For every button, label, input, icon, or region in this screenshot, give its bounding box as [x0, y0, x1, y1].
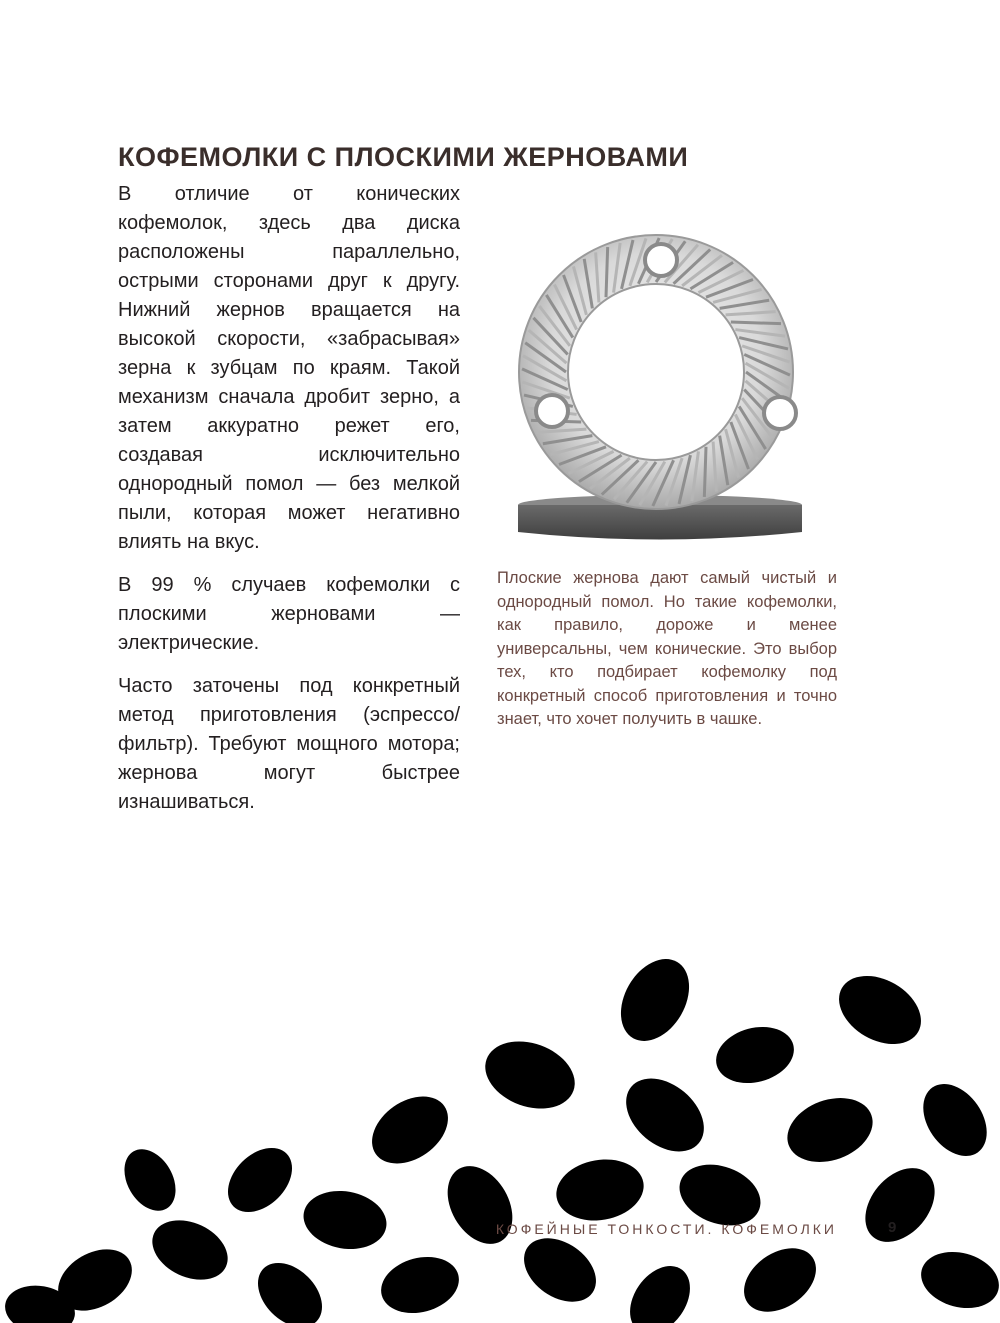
flat-burr-illustration [510, 222, 810, 552]
coffee-bean [851, 1155, 948, 1256]
burr-tooth [606, 247, 608, 297]
paragraph-specialization: Часто заточены под конкретный метод приготовления (эспрессо/фильтр). Требуют мощного мотора; жернова могут быстрее изнашиваться. [118, 675, 460, 813]
coffee-bean [607, 947, 703, 1053]
mounting-hole-right [764, 397, 796, 429]
coffee-bean [216, 1136, 305, 1225]
coffee-bean [143, 1209, 238, 1291]
coffee-bean [512, 1225, 608, 1315]
mounting-hole-top [645, 244, 677, 276]
body-text [118, 180, 460, 831]
coffee-beans-illustration [0, 940, 1000, 1323]
coffee-bean [299, 1185, 391, 1256]
page-heading: КОФЕМОЛКИ С ПЛОСКИМИ ЖЕРНОВАМИ [118, 142, 689, 172]
coffee-bean [732, 1235, 828, 1323]
coffee-bean [246, 1251, 335, 1323]
coffee-bean [778, 1087, 881, 1173]
coffee-bean [114, 1140, 186, 1220]
burr-base-side [518, 505, 802, 540]
burr-tooth [731, 322, 781, 324]
coffee-bean [618, 1255, 703, 1323]
coffee-bean [612, 1064, 718, 1167]
page-number: 9 [888, 1219, 897, 1236]
coffee-bean [910, 1072, 1000, 1168]
paragraph-mechanism: В отличие от конических кофемолок, здесь два диска расположены параллельно, острыми сторонами друг к другу. Нижний жернов вращается на высокой скорости, «забрасывая» зерна к зубцам по краям. Такой механизм сначала дробит зерно, а затем аккуратно режет его, создавая исключительно однородный помол — без мелкой пыли, которая может негативно влиять на вкус. [118, 183, 460, 553]
coffee-bean [359, 1083, 460, 1178]
image-caption: Плоские жернова дают самый чистый и однородный помол. Но такие кофемолки, как правило, дороже и менее универсальны, чем конические. Это выбор тех, кто подбирает кофемолку под конкретный способ приготовления и точно знает, что хочет получить в чашке. [497, 569, 837, 728]
mounting-hole-left [536, 395, 568, 427]
running-footer-title: КОФЕЙНЫЕ ТОНКОСТИ. КОФЕМОЛКИ [495, 1221, 837, 1237]
paragraph-electric: В 99 % случаев кофемолки с плоскими жерновами — электрические. [118, 574, 460, 654]
coffee-bean [710, 1019, 800, 1092]
burr-center-hole [568, 284, 744, 460]
coffee-bean [476, 1030, 584, 1121]
coffee-bean [915, 1244, 1000, 1317]
coffee-bean [375, 1249, 465, 1322]
coffee-bean [434, 1155, 525, 1256]
burr-tooth [704, 447, 706, 497]
coffee-bean [551, 1153, 648, 1227]
coffee-bean [827, 962, 933, 1058]
